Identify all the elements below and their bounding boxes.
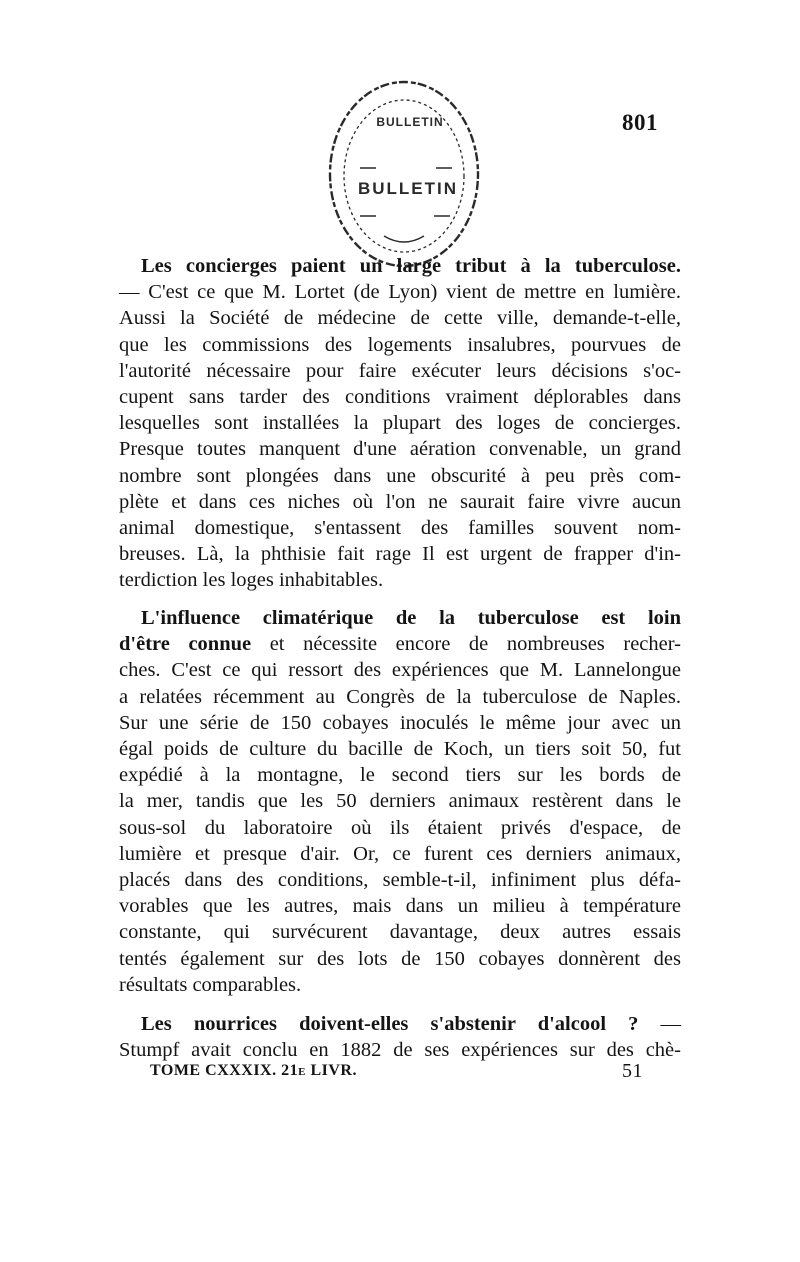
paragraph-tuberculose-climat — [119, 605, 681, 998]
paragraph-line: l'autorité nécessaire pour faire exécuter leurs décisions s'oc- — [119, 359, 681, 382]
paragraph-line: a relatées récemment au Congrès de la tuberculose de Naples. — [119, 685, 681, 708]
paragraph-line: breuses. Là, la phthisie fait rage Il est urgent de frapper d'in- — [119, 543, 681, 566]
paragraph-line: que les commissions des logements insalubres, pourvues de — [119, 333, 681, 356]
paragraph-line: résultats comparables. — [119, 973, 302, 996]
paragraph-lead-text: Les concierges paient un large tribut à la tuberculose. — [141, 255, 681, 277]
paragraph-line: Les nourrices doivent-elles s'abstenir d'alcool ? — — [141, 1013, 682, 1035]
paragraph-line: Aussi la Société de médecine de cette ville, demande-t-elle, — [119, 307, 681, 330]
page-footer — [150, 1060, 643, 1082]
paragraph-line: nombre sont plongées dans une obscurité à peu près com- — [119, 464, 681, 487]
paragraph-line: égal poids de culture du bacille de Koch, un tiers soit 50, fut — [119, 738, 681, 761]
stamp-top-text: BULLETIN — [376, 115, 444, 129]
library-stamp — [324, 76, 484, 272]
paragraph-line: lesquelles sont installées la plupart des loges de concierges. — [119, 412, 681, 435]
paragraph-line: Sur une série de 150 cobayes inoculés le même jour avec un — [119, 711, 681, 734]
paragraph-line: cupent sans tarder des conditions vraiment déplorables dans — [119, 386, 681, 409]
paragraph-concierges — [119, 253, 681, 594]
paragraph-line: expédié à la montagne, le second tiers sur les bords de — [119, 764, 681, 787]
paragraph-line: constante, qui survécurent davantage, deux autres essais — [119, 921, 681, 944]
paragraph-line — [119, 605, 681, 631]
paragraph-line: terdiction les loges inhabitables. — [119, 569, 384, 592]
paragraph-line — [119, 253, 681, 279]
paragraph-lead-text: Les nourrices doivent-elles s'abstenir d'alcool ? — [141, 1013, 639, 1035]
paragraph-line: vorables que les autres, mais dans un milieu à température — [119, 895, 681, 918]
paragraph-line: Stumpf avait conclu en 1882 de ses expériences sur des chè- — [119, 1039, 681, 1062]
paragraph-lead-text: L'influence climatérique de la tuberculose est loin — [141, 607, 681, 629]
paragraph-line: sous-sol du laboratoire où ils étaient privés d'espace, de — [119, 816, 681, 839]
paragraph-lead-text: d'être connue — [119, 633, 252, 656]
paragraph-line: tentés également sur des lots de 150 cobayes donnèrent des — [119, 947, 681, 970]
paragraph-line: d'être connue et nécessite encore de nombreuses recher- — [119, 633, 681, 656]
paragraph-line: animal domestique, s'entassent des familles souvent nom- — [119, 517, 681, 540]
paragraph-line: Presque toutes manquent d'une aération convenable, un grand — [119, 438, 681, 461]
paragraph-line: ches. C'est ce qui ressort des expériences que M. Lannelongue — [119, 659, 681, 682]
paragraph-line: plète et dans ces niches où l'on ne saurait faire vivre aucun — [119, 490, 681, 513]
sheet-signature: 51 — [622, 1060, 643, 1082]
paragraph-line: la mer, tandis que les 50 derniers animaux restèrent dans le — [119, 790, 681, 813]
paragraph-line: — C'est ce que M. Lortet (de Lyon) vient de mettre en lumière. — [119, 281, 681, 304]
stamp-center-text: BULLETIN — [357, 179, 459, 198]
volume-signature: TOME CXXXIX. 21e LIVR. — [150, 1062, 357, 1079]
page-number: 801 — [622, 110, 658, 135]
paragraph-line: placés dans des conditions, semble-t-il, infiniment plus défa- — [119, 869, 681, 892]
paragraph-line: lumière et presque d'air. Or, ce furent ces derniers animaux, — [119, 842, 681, 865]
paragraph-nourrices — [119, 1011, 681, 1063]
stamp-outer-ring — [330, 82, 478, 266]
